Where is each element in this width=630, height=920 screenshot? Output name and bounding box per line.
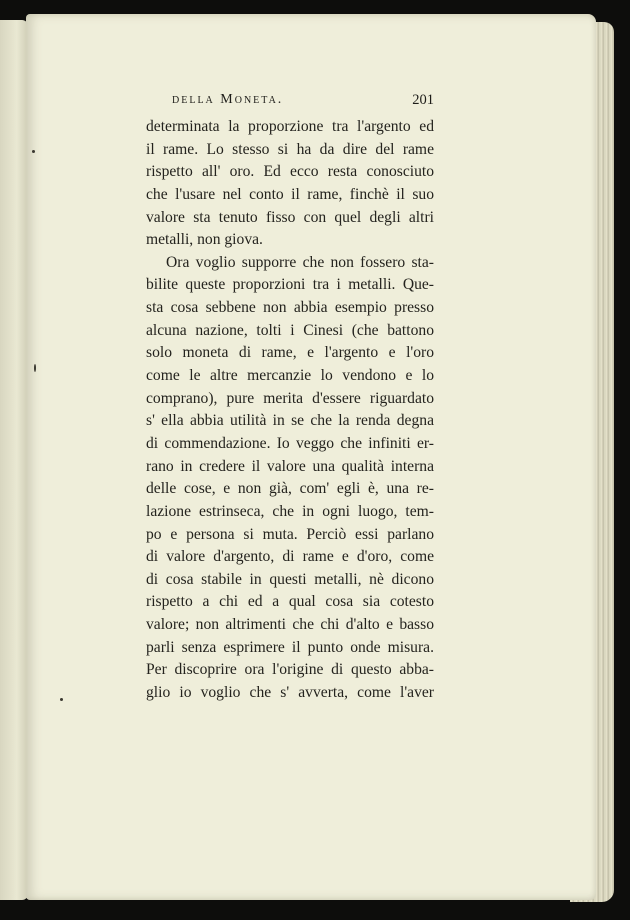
- text-line: come le altre mercanzie lo vendono e lo: [146, 367, 434, 385]
- running-title: della Moneta.: [172, 92, 284, 107]
- text-line: il rame. Lo stesso si ha da dire del rame: [146, 140, 434, 158]
- text-line: rano in credere il valore una qualità interna: [146, 457, 434, 475]
- paper-speck: [32, 150, 35, 153]
- text-line: parli senza esprimere il punto onde misura.: [146, 638, 434, 656]
- paper-speck: [60, 698, 63, 701]
- left-page-edge: [0, 20, 28, 900]
- text-line: determinata la proporzione tra l'argento ed: [146, 118, 434, 135]
- text-line: di cosa stabile in questi metalli, nè dicono: [146, 570, 434, 588]
- text-line: alcuna nazione, tolti i Cinesi (che battono: [146, 321, 434, 339]
- text-line: di valore d'argento, di rame e d'oro, come: [146, 548, 434, 566]
- text-line: Per discoprire ora l'origine di questo abba-: [146, 661, 434, 679]
- text-line: di commendazione. Io veggo che infiniti er-: [146, 434, 434, 452]
- text-line: Ora voglio supporre che non fossero sta-: [166, 253, 434, 271]
- body-text: [146, 116, 434, 705]
- text-line: lazione estrinseca, che in ogni luogo, tem-: [146, 502, 434, 520]
- text-line: rispetto a chi ed a qual cosa sia cotesto: [146, 593, 434, 611]
- text-line: che l'usare nel conto il rame, finchè il suo: [146, 185, 434, 203]
- text-line: solo moneta di rame, e l'argento e l'oro: [146, 344, 434, 362]
- paper-speck: [34, 364, 36, 372]
- text-line: s' ella abbia utilità in se che la renda degna: [146, 412, 434, 430]
- text-line: sta cosa sebbene non abbia esempio presso: [146, 299, 434, 317]
- text-line: delle cose, e non già, com' egli è, una re-: [146, 480, 434, 498]
- text-line: glio io voglio che s' avverta, come l'aver: [146, 684, 434, 702]
- text-line: bilite queste proporzioni tra i metalli. Que-: [146, 276, 434, 294]
- text-line: metalli, non giova.: [146, 231, 263, 249]
- text-line: valore; non altrimenti che chi d'alto e basso: [146, 616, 434, 634]
- text-line: valore sta tenuto fisso con quel degli altri: [146, 208, 434, 226]
- page-number: 201: [412, 92, 434, 108]
- text-line: rispetto all' oro. Ed ecco resta conosciuto: [146, 163, 434, 181]
- text-line: po e persona si muta. Perciò essi parlano: [146, 525, 434, 543]
- text-line: comprano), pure merita d'essere riguardato: [146, 389, 434, 407]
- running-head: [172, 92, 434, 114]
